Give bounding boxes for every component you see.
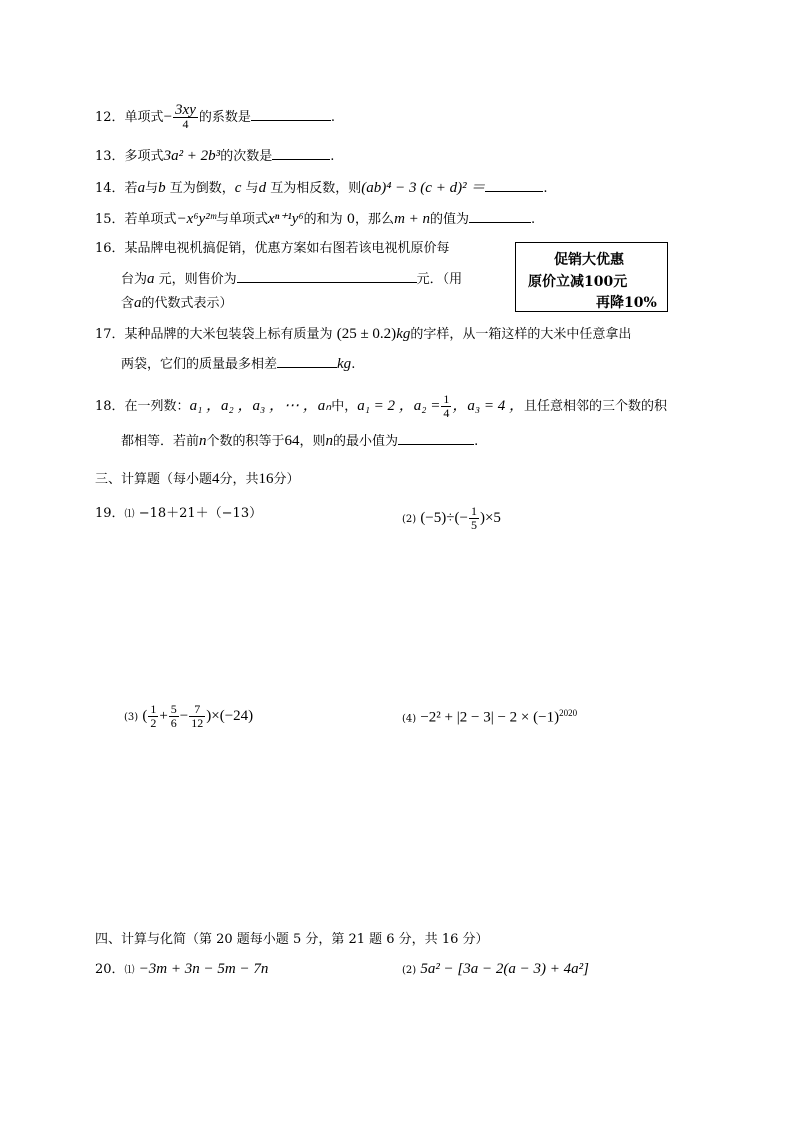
question-number: 15．	[95, 212, 125, 227]
question-text: 的和为 0，那么	[303, 212, 395, 227]
question-text: 与单项式	[215, 212, 268, 227]
mass-value: (25 ± 0.2)	[336, 326, 397, 342]
section-3-heading	[95, 468, 300, 488]
fraction-denominator: 5	[470, 518, 477, 532]
question-text: 某种品牌的大米包装袋上标有质量为	[124, 327, 333, 342]
question-number: 13．	[95, 149, 125, 164]
answer-blank[interactable]	[485, 177, 543, 192]
section-title: 分）	[273, 472, 300, 487]
question-20-part-2	[402, 960, 589, 980]
fraction-denominator: 6	[170, 716, 177, 730]
answer-blank[interactable]	[469, 208, 531, 223]
part-label: (3)	[124, 712, 139, 723]
part-label: (2)	[402, 965, 417, 976]
operator: +	[159, 708, 168, 724]
question-17-line-2	[121, 353, 355, 374]
question-14	[95, 177, 547, 198]
question-text: 的代数式表示）	[141, 296, 233, 311]
expression: 5a² − [3a − 2(a − 3) + 4a²]	[420, 961, 589, 977]
operator: −	[179, 708, 189, 724]
promotion-title: 促销大优惠	[554, 252, 624, 268]
number: 64	[284, 433, 300, 449]
variable: b	[158, 180, 166, 196]
question-text: 在一列数：	[124, 399, 190, 414]
promotion-box	[515, 242, 668, 312]
period: .	[330, 149, 335, 164]
part-label: ⑴	[124, 509, 135, 520]
promotion-discount: 原价立减100元	[528, 274, 628, 290]
variable: n	[325, 433, 334, 449]
question-16-line-2	[121, 268, 462, 289]
coefficient-fraction	[173, 104, 198, 131]
question-text: 台为	[121, 272, 148, 287]
question-19-part-3	[124, 703, 253, 730]
term-a3: ，a₃ = 4 ，	[452, 398, 524, 414]
period: .	[474, 434, 479, 449]
monomial: xⁿ⁺¹y⁶	[267, 211, 304, 227]
question-number: 12．	[95, 110, 125, 125]
unit: kg	[396, 326, 411, 342]
question-number: 18．	[95, 399, 125, 414]
question-text: 的值为	[430, 212, 470, 227]
question-text: 若	[124, 181, 138, 196]
question-text: 的次数是	[220, 149, 273, 164]
expression: )×(−24)	[206, 708, 254, 724]
question-text: 元．（用	[416, 272, 463, 287]
fraction-denominator: 4	[182, 117, 189, 131]
question-text: 单项式	[124, 110, 164, 125]
question-text: 都相等．若前	[121, 434, 200, 449]
period: .	[330, 110, 336, 125]
fraction	[189, 703, 205, 730]
section-title: 分，共	[219, 472, 259, 487]
monomial: −x⁶y²ᵐ	[176, 211, 216, 227]
fraction-numerator: 5	[170, 702, 177, 716]
answer-blank[interactable]	[398, 430, 474, 445]
question-12: 12．单项式− $\frac{3xy}{4}$ 的系数是 .	[95, 102, 336, 131]
unit: kg	[337, 356, 352, 372]
question-text: 的系数是	[198, 110, 251, 125]
fraction-numerator: 1	[443, 392, 450, 406]
question-text: 含	[121, 296, 135, 311]
section-title: 三、计算题（每小题	[95, 472, 213, 487]
question-text: 且任意相邻的三个数的积	[523, 399, 667, 414]
section-4-heading	[95, 928, 489, 947]
expression: m + n	[394, 211, 431, 227]
fraction-numerator: 1	[470, 504, 477, 518]
fraction-denominator: 2	[150, 716, 157, 730]
fraction-denominator: 12	[191, 716, 204, 730]
answer-blank[interactable]	[251, 106, 331, 121]
expression: (ab)⁴ − 3 (c + d)² ＝	[361, 180, 486, 196]
question-text: 中，	[331, 399, 358, 414]
fraction	[148, 703, 158, 730]
part-label: (4)	[402, 713, 417, 725]
period: .	[351, 357, 356, 372]
variable: d	[258, 180, 267, 196]
fraction-denominator: 4	[443, 406, 450, 420]
period: .	[543, 181, 548, 196]
score: 16	[258, 471, 274, 487]
expression: )×5	[479, 510, 501, 526]
term-a1: a₁ = 2 ，	[357, 398, 414, 414]
question-19-part-4	[402, 704, 577, 728]
section-title: 四、计算与化简（第 20 题每小题 5 分，第 21 题 6 分，共 16 分）	[95, 932, 489, 947]
fraction	[441, 393, 451, 420]
question-text: 某品牌电视机搞促销，优惠方案如右图若该电视机原价每	[124, 241, 450, 256]
question-text: ，则	[299, 434, 326, 449]
variable: a	[137, 180, 146, 196]
expression: −2² + |2 − 3| − 2 × (−1)	[420, 709, 560, 726]
variable: a	[147, 271, 155, 287]
question-number: 19．	[95, 506, 125, 521]
variable: n	[199, 433, 207, 449]
question-text: 元，则售价为	[154, 272, 237, 287]
question-number: 16．	[95, 241, 125, 256]
exponent: 2020	[559, 708, 578, 718]
paren: (	[142, 708, 148, 724]
question-text: 个数的积等于	[206, 434, 285, 449]
variable: a	[134, 295, 142, 311]
expression: (−5)÷(−	[420, 510, 468, 526]
part-label: (2)	[402, 514, 417, 525]
question-text: 与	[145, 181, 159, 196]
question-16-line-3	[121, 294, 233, 313]
question-text: 的字样，从一箱这样的大米中任意拿出	[410, 327, 632, 342]
question-19-part-1	[95, 505, 262, 524]
question-number: 17．	[95, 327, 125, 342]
question-text: 互为相反数，则	[270, 181, 362, 196]
answer-blank[interactable]	[272, 145, 330, 160]
question-18-line-2	[121, 430, 478, 451]
question-text: 多项式	[124, 149, 164, 164]
score: 4	[212, 471, 220, 487]
expression: −3m + 3n − 5m − 7n	[138, 961, 269, 977]
question-15	[95, 208, 535, 229]
answer-blank[interactable]	[277, 353, 337, 368]
answer-blank[interactable]	[237, 268, 417, 283]
fraction-numerator: 3xy	[175, 102, 196, 118]
question-text: 与	[245, 181, 259, 196]
question-text: 的最小值为	[333, 434, 399, 449]
question-text: 若单项式	[124, 212, 177, 227]
question-13	[95, 145, 334, 166]
question-number: 14．	[95, 181, 125, 196]
question-18-line-1	[95, 393, 667, 420]
polynomial-expression: 3a² + 2b³	[163, 148, 221, 164]
question-number: 20．	[95, 962, 125, 977]
question-text: 两袋，它们的质量最多相差	[121, 357, 278, 372]
variable: c	[234, 180, 242, 196]
question-16-line-1	[95, 240, 450, 258]
fraction-numerator: 7	[189, 703, 205, 717]
fraction-numerator: 1	[150, 702, 157, 716]
fraction	[169, 703, 179, 730]
question-19-part-2	[402, 505, 501, 532]
term-a2: a₂ =	[413, 398, 441, 414]
sequence: a₁ ，a₂ ，a₃ ，⋯ ，aₙ	[189, 398, 332, 414]
question-text: 互为倒数，	[169, 181, 235, 196]
question-20-part-1	[95, 960, 268, 980]
expression: −18＋21＋（−13）	[138, 506, 263, 521]
fraction	[469, 505, 479, 532]
promotion-percent-off: 再降10%	[596, 295, 657, 311]
part-label: ⑴	[124, 965, 135, 976]
question-17-line-1	[95, 325, 631, 344]
period: .	[531, 212, 536, 227]
